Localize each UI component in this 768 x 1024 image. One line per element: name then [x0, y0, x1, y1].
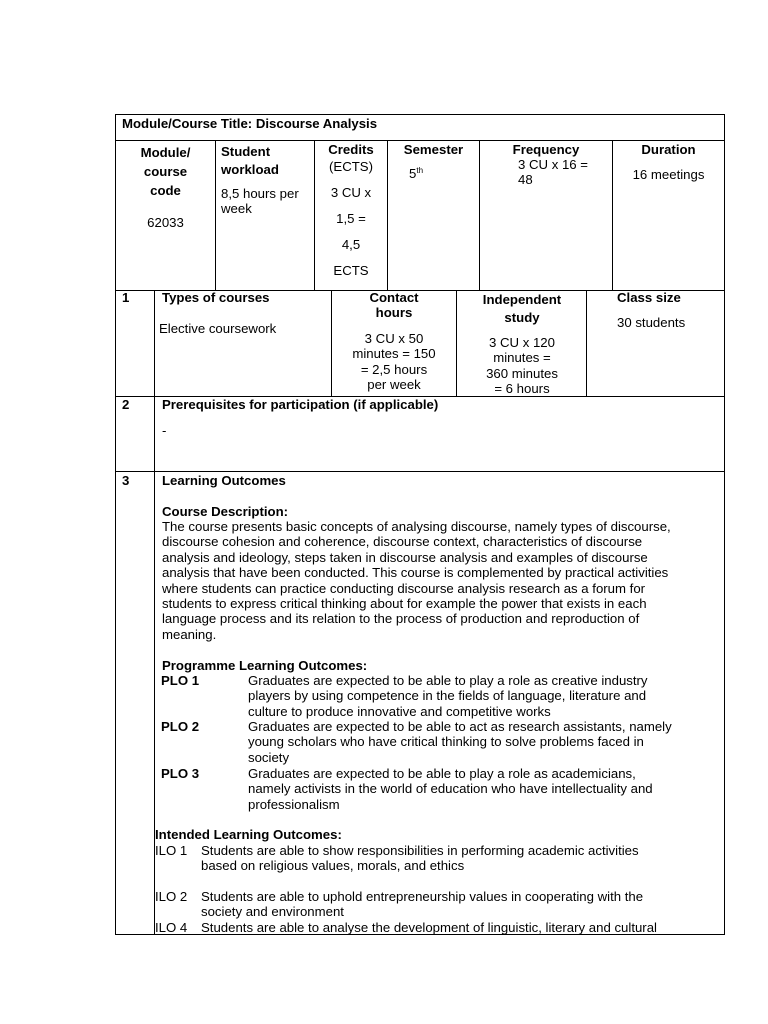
plo-code: PLO 2 — [161, 719, 200, 734]
types-value: Elective coursework — [159, 321, 277, 336]
plo-text: Graduates are expected to be able to play a role as academicians, namely activists in the world of education who have intellectuality and professionalism — [248, 766, 653, 812]
credits-line: (ECTS) — [329, 159, 373, 174]
plo-code: PLO 1 — [161, 673, 200, 688]
frequency-value: 3 CU x 16 = 48 — [518, 157, 589, 188]
prerequisites-header: Prerequisites for participation (if applicable) — [162, 397, 439, 412]
credits-line: 1,5 = — [336, 211, 366, 226]
ilo-text: Students are able to analyse the development of linguistic, literary and cultural — [201, 920, 657, 934]
ilo-header: Intended Learning Outcomes: — [155, 827, 342, 842]
learning-outcomes-header: Learning Outcomes — [162, 473, 286, 488]
class-size-header: Class size — [617, 290, 681, 305]
table-border-top — [115, 114, 725, 115]
module-code-header: Module/ course code — [140, 145, 191, 198]
contact-value: 3 CU x 50 minutes = 150 = 2,5 hours per week — [352, 331, 436, 393]
row-number: 2 — [122, 397, 130, 412]
plo-code: PLO 3 — [161, 766, 200, 781]
plo-header: Programme Learning Outcomes: — [162, 658, 368, 673]
duration-value: 16 meetings — [632, 167, 705, 182]
table-border-bottom — [115, 934, 725, 935]
contact-header: Contact hours — [369, 290, 419, 321]
row-number: 3 — [122, 473, 130, 488]
workload-value: 8,5 hours per week — [221, 186, 299, 217]
class-size-value: 30 students — [617, 315, 686, 330]
duration-header: Duration — [641, 142, 696, 157]
independent-value: 3 CU x 120 minutes = 360 minutes = 6 hours — [486, 335, 558, 397]
semester-number: 5 — [409, 166, 417, 181]
types-header: Types of courses — [162, 290, 270, 305]
col-divider — [215, 140, 216, 290]
row-divider — [115, 140, 725, 141]
plo-text: Graduates are expected to be able to play a role as creative industry players by using competence in the fields of language, literature and culture to produce innovative and competitive works — [248, 673, 648, 719]
credits-header: Credits — [328, 142, 374, 157]
row-number: 1 — [122, 290, 130, 305]
independent-header: Independent study — [482, 292, 562, 325]
row-divider — [115, 471, 725, 472]
frequency-header: Frequency — [512, 142, 580, 157]
credits-line: 3 CU x — [330, 185, 372, 200]
col-divider — [387, 140, 388, 290]
ilo-text: Students are able to show responsibilities in performing academic activities based on religious values, morals, and ethics — [201, 843, 639, 874]
table-border-right — [724, 114, 725, 935]
course-description-header: Course Description: — [162, 504, 289, 519]
ilo-text: Students are able to uphold entrepreneurship values in cooperating with the society and environment — [201, 889, 644, 920]
credits-line: 4,5 — [341, 237, 361, 252]
workload-header: Student workload — [221, 144, 279, 177]
semester-header: Semester — [403, 142, 464, 157]
col-divider — [479, 140, 480, 290]
semester-suffix: th — [416, 166, 424, 175]
col-divider — [612, 140, 613, 290]
prerequisites-value: - — [162, 423, 167, 438]
semester-value — [409, 166, 423, 181]
ilo-code: ILO 2 — [155, 889, 188, 904]
plo-text: Graduates are expected to be able to act as research assistants, namely young scholars who have critical thinking to solve problems faced in society — [248, 719, 672, 765]
module-title: Module/Course Title: Discourse Analysis — [122, 116, 378, 131]
credits-line: ECTS — [333, 263, 369, 278]
ilo-code: ILO 4 — [155, 920, 188, 935]
ilo-code: ILO 1 — [155, 843, 188, 858]
module-code-value: 62033 — [147, 215, 184, 230]
table-border-left — [115, 114, 116, 935]
course-description: The course presents basic concepts of analysing discourse, namely types of discourse, discourse cohesion and coherence, discourse context, characteristics of discourse analysis and ideology, steps taken in discourse analysis and examples of discourse analysis that have been conducted. This course is complemented by practical activities where students can practice conducting discourse analysis research as a forum for students to express critical thinking about for example the power that exists in each language process and its relation to the process of production and reproduction of meaning. — [162, 519, 671, 642]
